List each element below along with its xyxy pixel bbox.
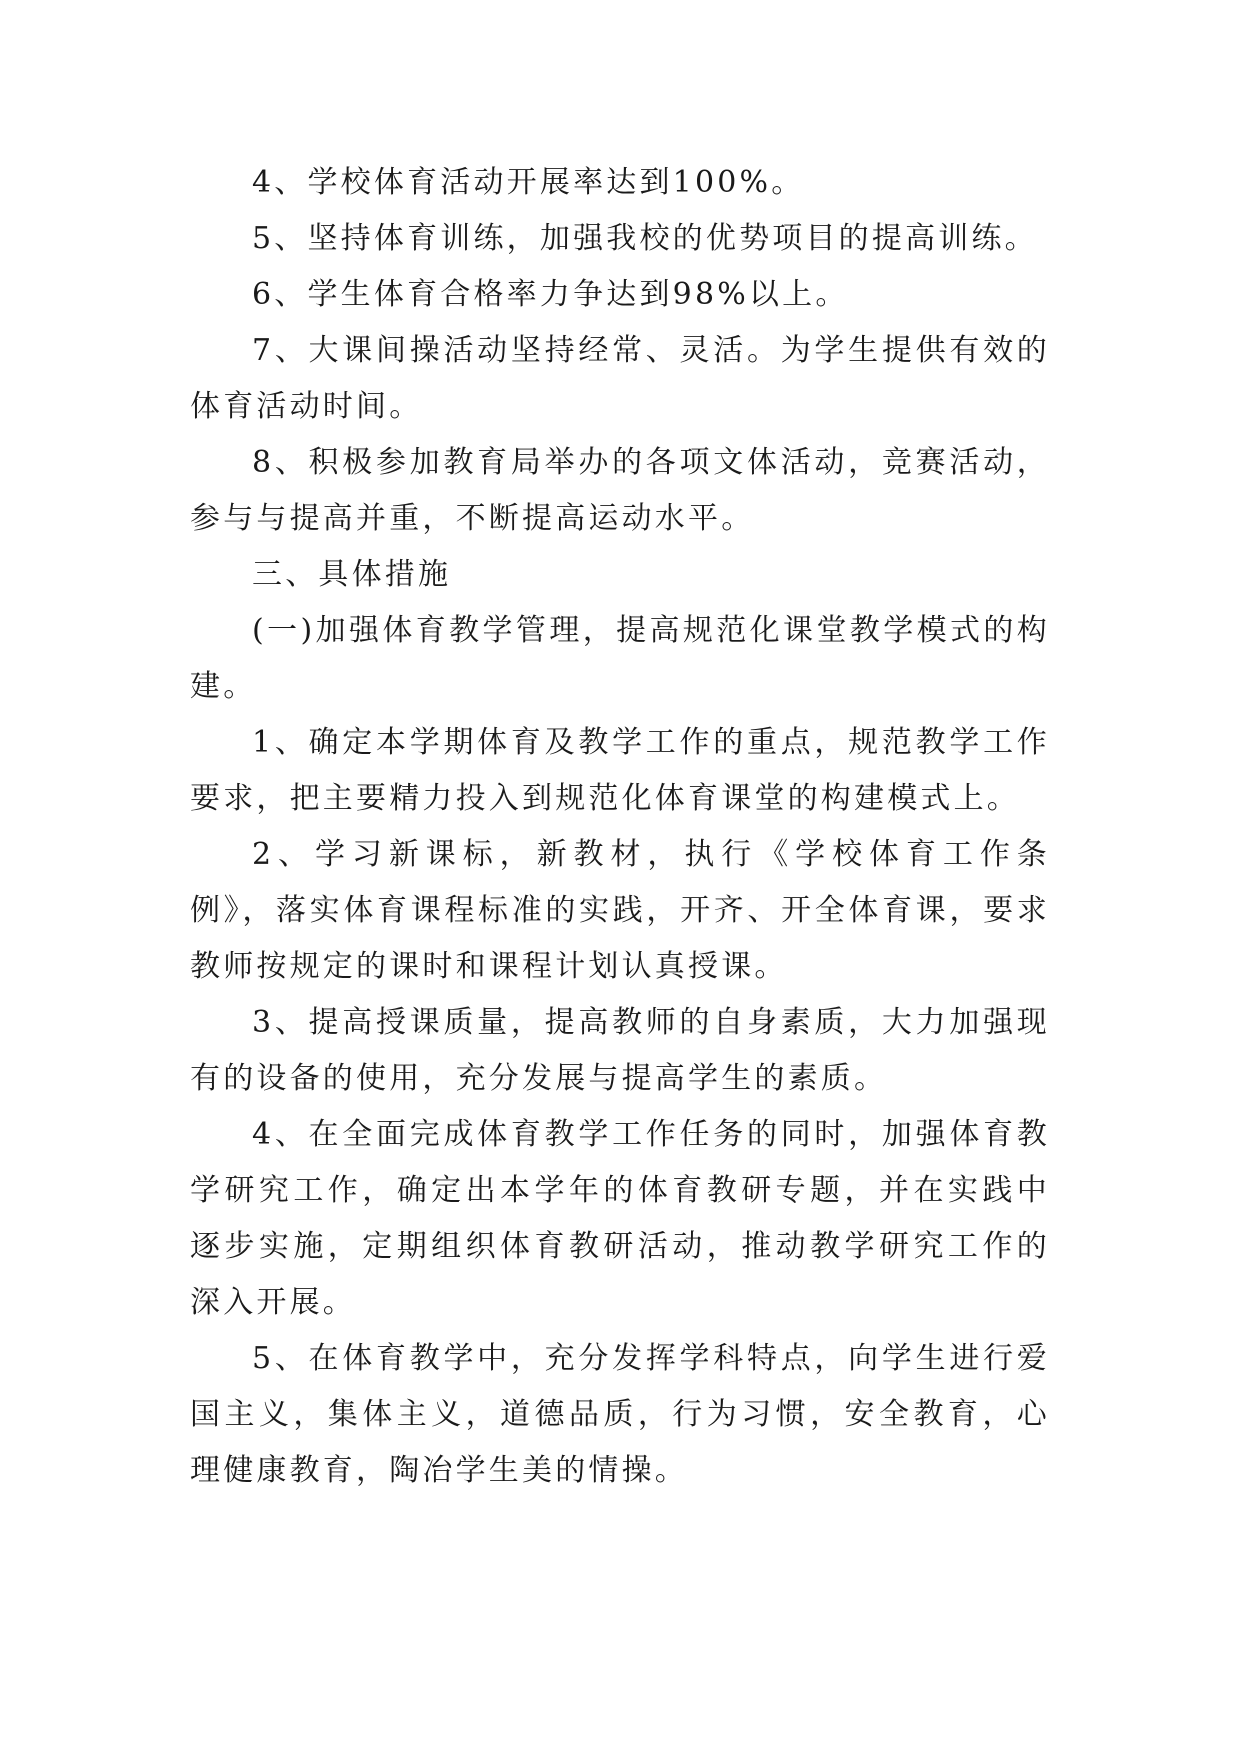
- paragraph-item-5: 5、坚持体育训练，加强我校的优势项目的提高训练。: [252, 221, 1038, 256]
- paragraph-item-6: 6、学生体育合格率力争达到98%以上。: [252, 277, 849, 312]
- paragraph-item-7: 7、大课间操活动坚持经常、灵活。为学生提供有效的体育活动时间。: [190, 333, 1050, 424]
- measure-item-2: 2、学习新课标，新教材，执行《学校体育工作条例》，落实体育课程标准的实践，开齐、开全体育课，要求教师按规定的课时和课程计划认真授课。: [190, 837, 1050, 984]
- measure-item-5: 5、在体育教学中，充分发挥学科特点，向学生进行爱国主义，集体主义，道德品质，行为习惯，安全教育，心理健康教育，陶冶学生美的情操。: [190, 1341, 1050, 1488]
- paragraph-item-4: 4、学校体育活动开展率达到100%。: [252, 165, 805, 200]
- measure-item-1: 1、确定本学期体育及教学工作的重点，规范教学工作要求，把主要精力投入到规范化体育课堂的构建模式上。: [190, 725, 1050, 816]
- document-body: [190, 155, 1050, 1499]
- paragraph-item-8: 8、积极参加教育局举办的各项文体活动，竞赛活动，参与与提高并重，不断提高运动水平。: [190, 445, 1050, 536]
- measure-item-3: 3、提高授课质量，提高教师的自身素质，大力加强现有的设备的使用，充分发展与提高学生的素质。: [190, 1005, 1050, 1096]
- measure-item-4: 4、在全面完成体育教学工作任务的同时，加强体育教学研究工作，确定出本学年的体育教研专题，并在实践中逐步实施，定期组织体育教研活动，推动教学研究工作的深入开展。: [190, 1117, 1050, 1320]
- subsection-heading-1: (一)加强体育教学管理，提高规范化课堂教学模式的构建。: [190, 613, 1050, 704]
- section-heading-measures: 三、具体措施: [252, 557, 452, 592]
